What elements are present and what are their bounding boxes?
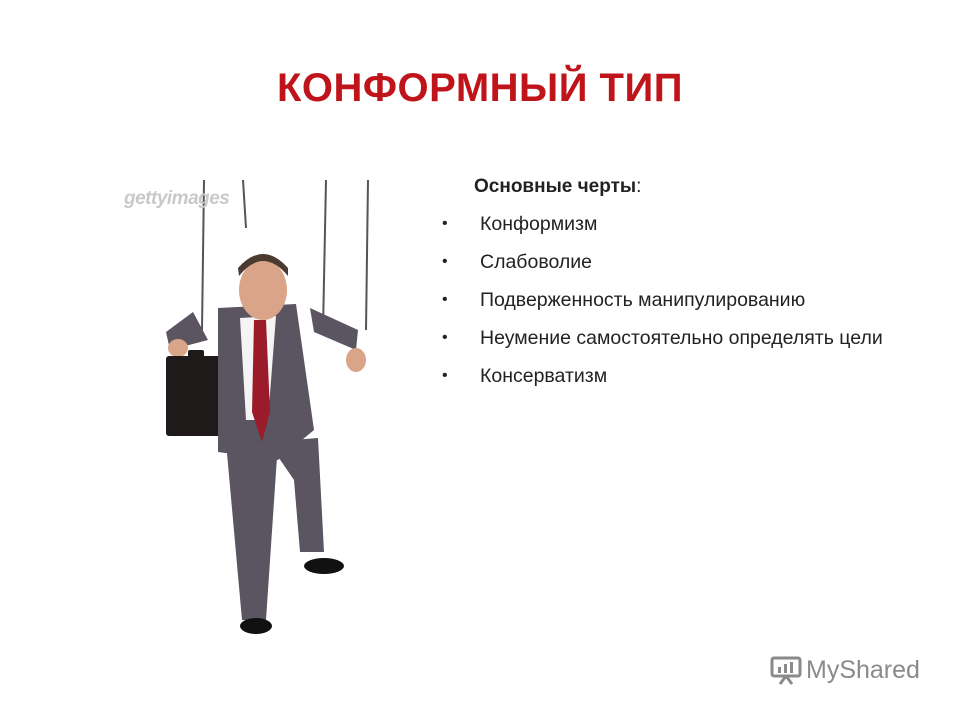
features-heading-label: Основные черты [474,176,637,197]
bullet-icon: • [442,253,448,270]
bullet-icon: • [442,329,448,346]
myshared-logo[interactable] [770,655,920,685]
bullet-icon: • [442,215,448,232]
feature-text: Подверженность манипулированию [480,289,806,311]
slide-title: КОНФОРМНЫЙ ТИП [277,66,683,110]
myshared-logo-text: MyShared [806,655,920,684]
getty-images-watermark: gettyimages [124,188,230,209]
feature-item [438,324,938,352]
feature-item [438,362,938,390]
presentation-board-icon [770,655,802,685]
feature-text: Слабоволие [480,251,592,273]
features-heading-colon: : [636,176,642,197]
feature-item [438,248,938,276]
feature-text: Конформизм [480,213,598,235]
features-heading [474,174,938,200]
features-list [438,210,938,390]
features-block [438,174,938,400]
bullet-icon: • [442,367,448,384]
bullet-icon: • [442,291,448,308]
feature-item [438,286,938,314]
feature-text: Неумение самостоятельно определять цели [480,327,883,349]
feature-text: Консерватизм [480,365,608,387]
puppet-businessman-photo [118,180,418,650]
feature-item [438,210,938,238]
